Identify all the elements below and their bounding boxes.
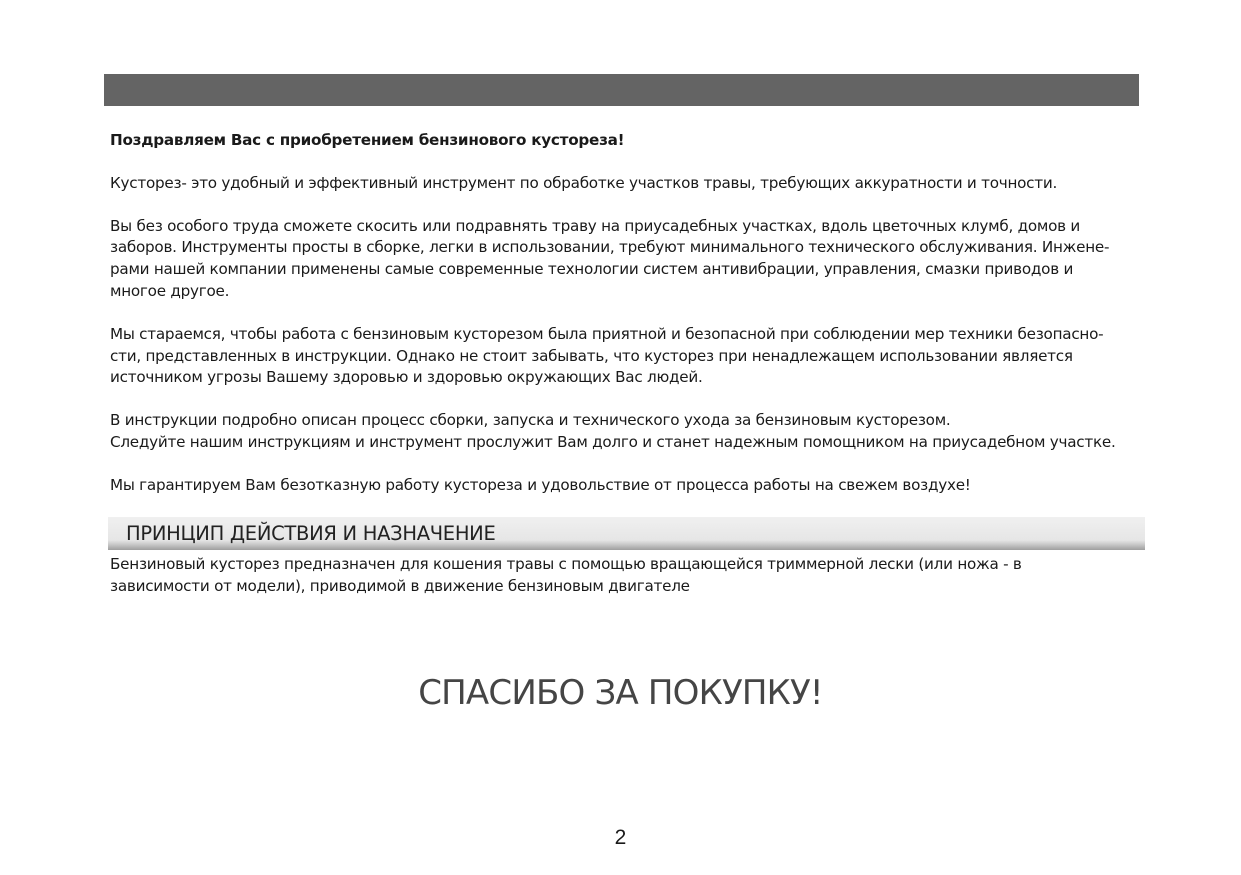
- paragraph-line: Вы без особого труда сможете скосить или подравнять траву на приусадебных участках, вдоль цветочных клумб, домов и: [110, 216, 1081, 235]
- paragraph: [110, 216, 1150, 303]
- paragraph-line: рами нашей компании применены самые современные технологии систем антивибрации, управления, смазки приводов и: [110, 260, 1074, 279]
- paragraph-line: источником угрозы Вашему здоровью и здоровью окружающих Вас людей.: [110, 368, 703, 387]
- paragraph-line: заборов. Инструменты просты в сборке, легки в использовании, требуют минимального технического обслуживания. Инжене-: [110, 238, 1110, 257]
- paragraph-line: Следуйте нашим инструкциям и инструмент прослужит Вам долго и станет надежным помощником на приусадебном участке.: [110, 432, 1116, 451]
- page-number: 2: [614, 826, 627, 849]
- paragraph-line: Мы гарантируем Вам безотказную работу кустореза и удовольствие от процесса работы на свежем воздухе!: [110, 475, 971, 494]
- paragraph-line: В инструкции подробно описан процесс сборки, запуска и технического ухода за бензиновым кусторезом.: [110, 411, 951, 430]
- section-header: [108, 517, 1145, 550]
- section-body: [110, 554, 1110, 597]
- paragraph: [110, 475, 1150, 497]
- paragraph: [110, 410, 1150, 453]
- paragraph-line: Кусторез- это удобный и эффективный инструмент по обработке участков травы, требующих аккуратности и точности.: [110, 173, 1058, 192]
- section-body-line: Бензиновый кусторез предназначен для кошения травы с помощью вращающейся триммерной лески (или ножа - в: [110, 555, 1022, 573]
- paragraph-line: многое другое.: [110, 281, 230, 300]
- greeting-heading: Поздравляем Вас с приобретением бензинового кустореза!: [110, 131, 625, 149]
- thank-you-heading: СПАСИБО ЗА ПОКУПКУ!: [418, 673, 823, 713]
- paragraph-line: сти, представленных в инструкции. Однако не стоит забывать, что кусторез при ненадлежащем использовании является: [110, 346, 1073, 365]
- section-title: ПРИНЦИП ДЕЙСТВИЯ И НАЗНАЧЕНИЕ: [126, 522, 496, 545]
- paragraph: [110, 173, 1150, 195]
- paragraph-line: Мы стараемся, чтобы работа с бензиновым кусторезом была приятной и безопасной при соблюдении мер техники безопасно-: [110, 324, 1104, 343]
- section-body-line: зависимости от модели), приводимой в движение бензиновым двигателе: [110, 576, 690, 595]
- intro-text: [110, 130, 1150, 518]
- paragraph: [110, 324, 1150, 389]
- header-bar: [104, 74, 1139, 106]
